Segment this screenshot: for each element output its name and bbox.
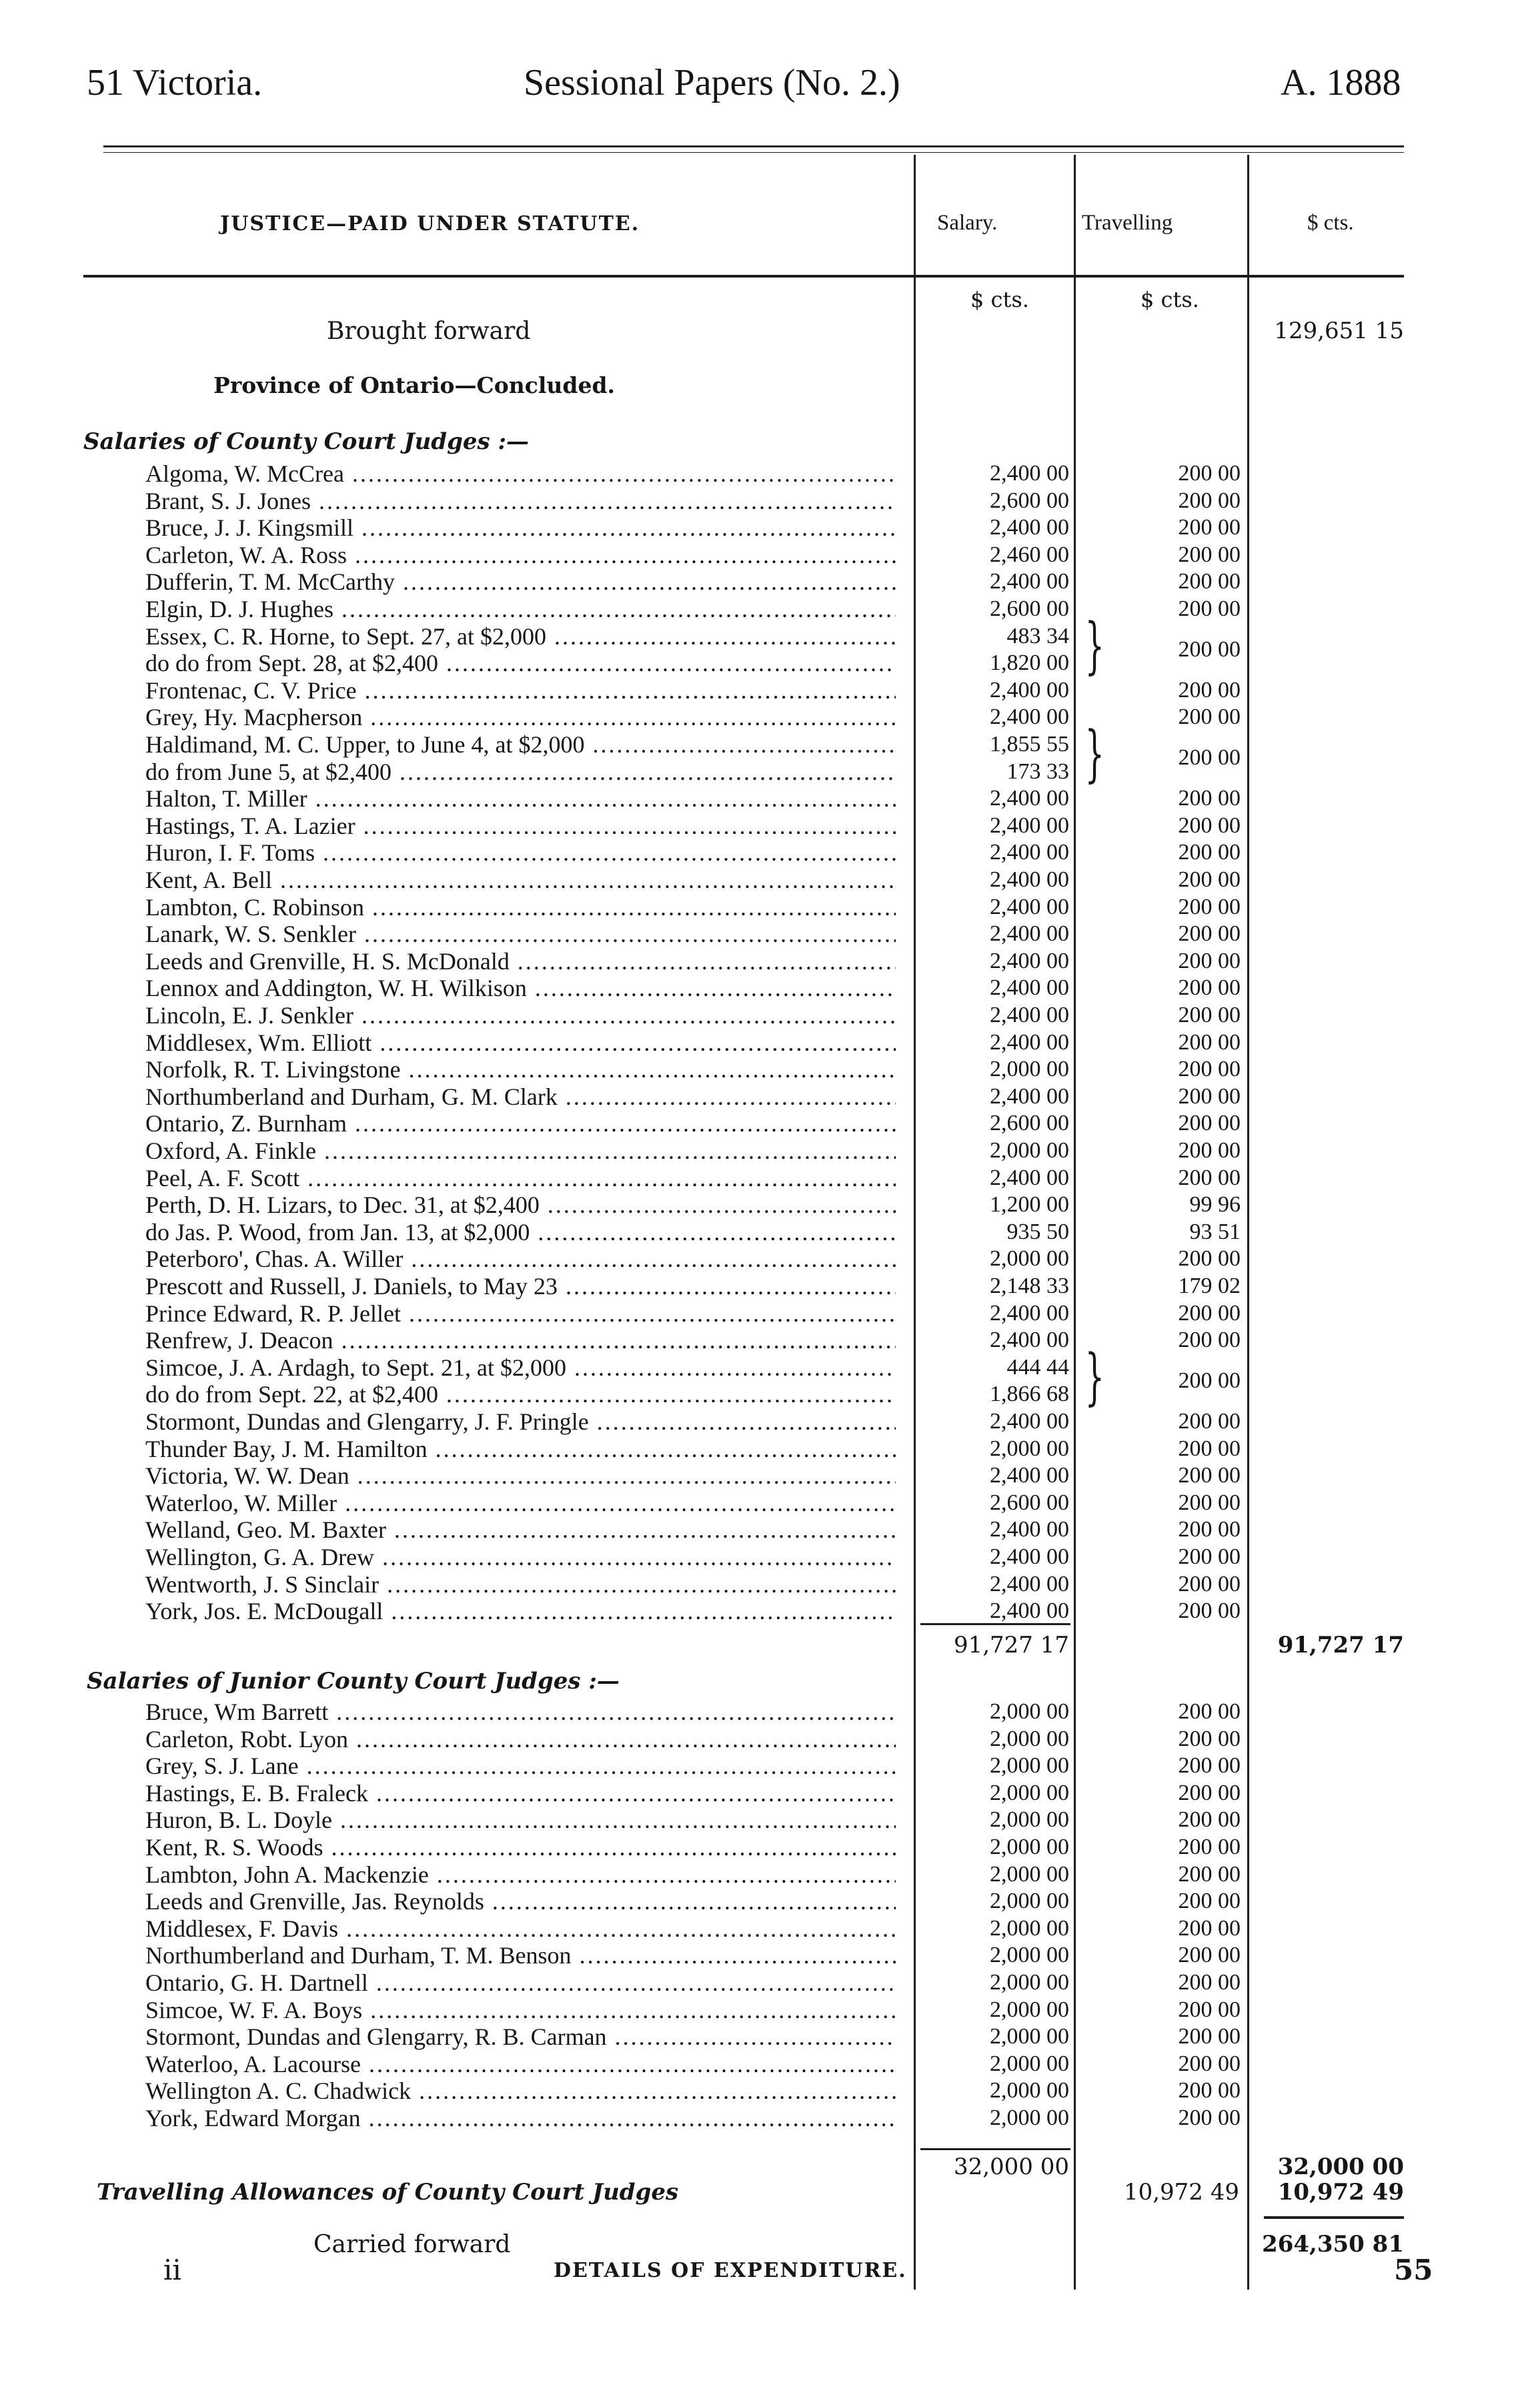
judge-name: Waterloo, W. Miller .....	[145, 1490, 896, 1516]
footer-page-numeral: ii	[163, 2254, 181, 2286]
table-row	[0, 568, 1540, 595]
table-row	[0, 1436, 1540, 1462]
table-row	[0, 1219, 1540, 1246]
judge-name: Lanark, W. S. Senkler .....	[145, 921, 896, 947]
table-row	[0, 731, 1540, 758]
judge-name: do do from Sept. 28, at $2,400 .....	[145, 650, 896, 676]
table-row	[0, 948, 1540, 975]
travelling-cell: 179 02	[1178, 1274, 1241, 1298]
salary-cell: 2,400 00	[990, 975, 1069, 1001]
table-row	[0, 2105, 1540, 2131]
salary-cell: 2,400 00	[990, 677, 1069, 702]
travelling-cell: 200 00	[1178, 813, 1241, 838]
judge-name: Welland, Geo. M. Baxter .....	[145, 1516, 896, 1543]
salary-heading: Salary.	[937, 211, 998, 235]
county-subtotal-total: 91,727 17	[1277, 1632, 1404, 1658]
table-row	[0, 2077, 1540, 2104]
travelling-cell: 200 00	[1178, 569, 1241, 594]
travelling-cell: 200 00	[1178, 1780, 1241, 1805]
salary-cell: 483 34	[1006, 623, 1069, 648]
table-row	[0, 1699, 1540, 1725]
travelling-cell: 200 00	[1178, 1057, 1241, 1082]
salary-cell: 2,000 00	[990, 1861, 1069, 1887]
table-row	[0, 1807, 1540, 1833]
judge-name: Waterloo, A. Lacourse .....	[145, 2051, 896, 2077]
table-row	[0, 1544, 1540, 1570]
salary-cell: 2,000 00	[990, 2105, 1069, 2130]
judge-name: Haldimand, M. C. Upper, to June 4, at $2,000 .....	[145, 731, 896, 758]
table-row	[0, 1726, 1540, 1753]
table-row	[0, 650, 1540, 676]
salary-cell: 444 44	[1006, 1354, 1069, 1380]
table-row	[0, 1753, 1540, 1779]
province-heading: Province of Ontario—Concluded.	[213, 372, 616, 398]
travelling-allowances-amount: 10,972 49	[1123, 2179, 1239, 2206]
judge-name: Carleton, Robt. Lyon .....	[145, 1726, 896, 1753]
judge-name: Huron, B. L. Doyle .....	[145, 1807, 896, 1833]
salary-cell: 2,000 00	[990, 1915, 1069, 1941]
table-row	[0, 1029, 1540, 1056]
table-row	[0, 488, 1540, 514]
salary-cell: 2,400 00	[990, 813, 1069, 838]
grouping-brace: }	[1084, 609, 1104, 681]
salary-cell: 2,400 00	[990, 894, 1069, 919]
travelling-cell: 99 96	[1189, 1192, 1241, 1218]
travelling-cell: 200 00	[1178, 1246, 1241, 1272]
table-row	[0, 1997, 1540, 2023]
salary-cell: 2,400 00	[990, 515, 1069, 540]
table-row	[0, 1490, 1540, 1516]
table-row	[0, 1327, 1540, 1354]
table-row	[0, 1462, 1540, 1489]
table-row	[0, 1354, 1540, 1381]
travelling-cell: 200 00	[1178, 1165, 1241, 1190]
travelling-cell: 200 00	[1178, 677, 1241, 702]
salary-cell: 2,400 00	[990, 569, 1069, 594]
judge-name: Norfolk, R. T. Livingstone .....	[145, 1056, 896, 1083]
salary-cell: 2,400 00	[990, 1463, 1069, 1488]
salary-cell: 2,400 00	[990, 1083, 1069, 1109]
judge-name: Grey, Hy. Macpherson .....	[145, 704, 896, 731]
travelling-cell: 200 00	[1178, 1943, 1241, 1968]
table-row	[0, 867, 1540, 893]
judge-name: Ontario, Z. Burnham .....	[145, 1110, 896, 1137]
salary-cell: 2,000 00	[990, 1835, 1069, 1859]
junior-subtotal-salary: 32,000 00	[953, 2154, 1069, 2180]
table-row	[0, 596, 1540, 622]
travelling-cell: 200 00	[1178, 1598, 1241, 1624]
salary-cell: 2,400 00	[990, 867, 1069, 892]
judge-name: Middlesex, Wm. Elliott .....	[145, 1029, 896, 1056]
salary-cell: 2,000 00	[990, 1138, 1069, 1163]
table-row	[0, 785, 1540, 812]
travelling-cell: 200 00	[1178, 840, 1241, 865]
travelling-heading: Travelling	[1082, 211, 1173, 235]
salary-cell: 2,400 00	[990, 1517, 1069, 1542]
top-rule-thin	[103, 152, 1404, 153]
travelling-cell: 200 00	[1178, 1571, 1241, 1596]
judge-name: Grey, S. J. Lane .....	[145, 1753, 896, 1779]
travelling-cell: 200 00	[1178, 1328, 1241, 1353]
table-row	[0, 1969, 1540, 1996]
salary-cell: 2,000 00	[990, 1753, 1069, 1779]
travelling-cell: 200 00	[1178, 1003, 1241, 1027]
travelling-cell: 200 00	[1178, 1861, 1241, 1887]
carried-forward-rule	[1264, 2216, 1404, 2219]
travelling-cell: 200 00	[1178, 1807, 1241, 1833]
table-row	[0, 1110, 1540, 1137]
judge-name: York, Jos. E. McDougall .....	[145, 1598, 896, 1624]
travelling-cell: 200 00	[1178, 596, 1241, 621]
judge-name: Essex, C. R. Horne, to Sept. 27, at $2,000 .....	[145, 623, 896, 650]
travelling-cell: 200 00	[1178, 461, 1241, 486]
table-row	[0, 1300, 1540, 1327]
judge-name: Bruce, Wm Barrett .....	[145, 1699, 896, 1725]
travelling-units: $ cts.	[1140, 287, 1199, 312]
table-row	[0, 1915, 1540, 1942]
county-subtotal-salary: 91,727 17	[953, 1632, 1069, 1658]
table-row	[0, 1002, 1540, 1029]
salary-cell: 2,000 00	[990, 1436, 1069, 1461]
judge-name: Carleton, W. A. Ross .....	[145, 542, 896, 568]
judge-name: Middlesex, F. Davis .....	[145, 1915, 896, 1942]
judge-name: Lambton, C. Robinson .....	[145, 894, 896, 921]
salary-cell: 2,600 00	[990, 596, 1069, 621]
table-row	[0, 1165, 1540, 1191]
grouping-brace: }	[1084, 718, 1104, 789]
table-row	[0, 1056, 1540, 1083]
judge-name: Prince Edward, R. P. Jellet .....	[145, 1300, 896, 1327]
travelling-cell: 200 00	[1178, 2078, 1241, 2103]
travelling-cell: 200 00	[1178, 515, 1241, 540]
salary-cell: 2,400 00	[990, 1328, 1069, 1353]
salary-cell: 2,400 00	[990, 1165, 1069, 1190]
judge-name: Kent, R. S. Woods .....	[145, 1834, 896, 1861]
salary-cell: 2,400 00	[990, 1029, 1069, 1055]
judge-name: Oxford, A. Finkle .....	[145, 1137, 896, 1164]
table-row	[0, 704, 1540, 731]
table-row	[0, 1861, 1540, 1888]
salary-cell: 2,000 00	[990, 1057, 1069, 1082]
junior-judges-heading: Salaries of Junior County Court Judges :—	[87, 1668, 620, 1695]
salary-cell: 2,400 00	[990, 948, 1069, 973]
table-row	[0, 514, 1540, 541]
salary-cell: 1,200 00	[990, 1192, 1069, 1218]
judge-name: Leeds and Grenville, H. S. McDonald .....	[145, 948, 896, 975]
table-row	[0, 1516, 1540, 1543]
carried-forward-total: 264,350 81	[1262, 2231, 1404, 2258]
judge-name: Frontenac, C. V. Price .....	[145, 677, 896, 704]
table-row	[0, 1273, 1540, 1300]
table-row	[0, 1888, 1540, 1915]
salary-cell: 2,148 33	[990, 1274, 1069, 1298]
salary-cell: 2,000 00	[990, 2078, 1069, 2103]
total-units-heading: $ cts.	[1307, 211, 1354, 235]
salary-cell: 2,000 00	[990, 1807, 1069, 1833]
travelling-cell: 200 00	[1178, 1726, 1241, 1751]
judge-name: Wellington A. C. Chadwick .....	[145, 2077, 896, 2104]
salary-cell: 2,400 00	[990, 1003, 1069, 1027]
header-left: 51 Victoria.	[87, 62, 263, 103]
judge-name: York, Edward Morgan .....	[145, 2105, 896, 2131]
table-row	[0, 460, 1540, 487]
salary-units: $ cts.	[970, 287, 1029, 312]
table-row	[0, 1137, 1540, 1164]
table-row	[0, 1381, 1540, 1408]
travelling-cell: 200 00	[1178, 1889, 1241, 1914]
travelling-cell: 200 00	[1178, 1111, 1241, 1136]
header-center: Sessional Papers (No. 2.)	[524, 62, 900, 103]
travelling-allowances-label: Travelling Allowances of County Court Judges	[97, 2179, 679, 2206]
table-row	[0, 1780, 1540, 1807]
brought-forward-label: Brought forward	[327, 318, 531, 345]
salary-cell: 2,400 00	[990, 704, 1069, 730]
travelling-cell: 200 00	[1178, 1083, 1241, 1109]
salary-cell: 2,000 00	[990, 2051, 1069, 2076]
salary-cell: 2,000 00	[990, 1699, 1069, 1724]
table-row	[0, 1942, 1540, 1969]
judge-name: Stormont, Dundas and Glengarry, R. B. Carman .....	[145, 2023, 896, 2050]
salary-cell: 2,000 00	[990, 1246, 1069, 1272]
junior-subtotal-total: 32,000 00	[1277, 2154, 1404, 2180]
judge-name: Ontario, G. H. Dartnell .....	[145, 1969, 896, 1996]
travelling-allowances-total: 10,972 49	[1277, 2179, 1404, 2206]
table-row	[0, 1408, 1540, 1435]
judge-name: Northumberland and Durham, G. M. Clark .....	[145, 1083, 896, 1110]
salary-cell: 2,000 00	[990, 1889, 1069, 1914]
table-row	[0, 2051, 1540, 2077]
table-row	[0, 677, 1540, 704]
judge-name: Prescott and Russell, J. Daniels, to May 23 .....	[145, 1273, 896, 1300]
travelling-cell: 200 00	[1178, 1835, 1241, 1859]
judge-name: Algoma, W. McCrea .....	[145, 460, 896, 487]
county-judges-heading: Salaries of County Court Judges :—	[83, 428, 530, 455]
salary-cell: 2,000 00	[990, 2024, 1069, 2049]
travelling-cell: 200 00	[1178, 2024, 1241, 2049]
salary-cell: 2,400 00	[990, 786, 1069, 811]
travelling-cell: 200 00	[1178, 975, 1241, 1001]
travelling-cell: 200 00	[1178, 1490, 1241, 1515]
judge-name: Northumberland and Durham, T. M. Benson .....	[145, 1942, 896, 1969]
judge-name: do do from Sept. 22, at $2,400 .....	[145, 1381, 896, 1408]
judge-name: Elgin, D. J. Hughes .....	[145, 596, 896, 622]
judge-name: do from June 5, at $2,400 .....	[145, 759, 896, 785]
judge-name: Hastings, E. B. Fraleck .....	[145, 1780, 896, 1807]
judge-name: Perth, D. H. Lizars, to Dec. 31, at $2,400 .....	[145, 1191, 896, 1218]
county-subtotal-rule	[920, 1623, 1070, 1625]
judge-name: Victoria, W. W. Dean .....	[145, 1462, 896, 1489]
carried-forward-label: Carried forward	[313, 2231, 511, 2258]
travelling-cell: 200 00	[1178, 1436, 1241, 1461]
table-row	[0, 1083, 1540, 1110]
judge-name: Simcoe, W. F. A. Boys .....	[145, 1997, 896, 2023]
salary-cell: 1,866 68	[990, 1382, 1069, 1407]
judge-name: Renfrew, J. Deacon .....	[145, 1327, 896, 1354]
travelling-cell: 200 00	[1178, 1753, 1241, 1779]
table-row	[0, 813, 1540, 839]
travelling-cell: 200 00	[1178, 488, 1241, 513]
judge-name: Huron, I. F. Toms .....	[145, 839, 896, 866]
salary-cell: 1,855 55	[990, 732, 1069, 757]
salary-cell: 173 33	[1006, 759, 1069, 784]
judge-name: Bruce, J. J. Kingsmill .....	[145, 514, 896, 541]
judge-name: Peel, A. F. Scott .....	[145, 1165, 896, 1191]
salary-cell: 2,000 00	[990, 1997, 1069, 2022]
travelling-cell: 200 00	[1178, 1368, 1241, 1393]
travelling-cell: 200 00	[1178, 542, 1241, 567]
judge-name: Brant, S. J. Jones .....	[145, 488, 896, 514]
travelling-cell: 200 00	[1178, 948, 1241, 973]
salary-cell: 2,000 00	[990, 1780, 1069, 1805]
travelling-cell: 200 00	[1178, 786, 1241, 811]
salary-cell: 1,820 00	[990, 650, 1069, 676]
judge-name: Simcoe, J. A. Ardagh, to Sept. 21, at $2,000 .....	[145, 1354, 896, 1381]
salary-cell: 2,400 00	[990, 921, 1069, 947]
salary-cell: 2,400 00	[990, 1571, 1069, 1596]
brought-forward-total: 129,651 15	[1274, 318, 1404, 344]
travelling-cell: 93 51	[1189, 1219, 1241, 1244]
salary-cell: 2,400 00	[990, 461, 1069, 486]
salary-cell: 2,400 00	[990, 840, 1069, 865]
judge-name: Lincoln, E. J. Senkler .....	[145, 1002, 896, 1029]
salary-cell: 2,000 00	[990, 1970, 1069, 1995]
table-row	[0, 1598, 1540, 1624]
travelling-cell: 200 00	[1178, 745, 1241, 770]
salary-cell: 2,400 00	[990, 1300, 1069, 1326]
salary-cell: 2,000 00	[990, 1726, 1069, 1751]
salary-cell: 935 50	[1006, 1219, 1069, 1244]
table-row	[0, 1191, 1540, 1218]
judge-name: Wellington, G. A. Drew .....	[145, 1544, 896, 1570]
table-row	[0, 1246, 1540, 1272]
table-row	[0, 839, 1540, 866]
salary-cell: 2,600 00	[990, 1490, 1069, 1515]
travelling-cell: 200 00	[1178, 1970, 1241, 1995]
salary-cell: 2,400 00	[990, 1598, 1069, 1624]
travelling-cell: 200 00	[1178, 1544, 1241, 1569]
table-row	[0, 921, 1540, 947]
table-row	[0, 1571, 1540, 1598]
table-row	[0, 975, 1540, 1001]
table-row	[0, 542, 1540, 568]
header-rule	[83, 275, 1404, 278]
travelling-cell: 200 00	[1178, 1699, 1241, 1724]
judge-name: Kent, A. Bell .....	[145, 867, 896, 893]
travelling-cell: 200 00	[1178, 1138, 1241, 1163]
junior-subtotal-rule	[920, 2148, 1070, 2150]
grouping-brace: }	[1084, 1340, 1104, 1412]
travelling-cell: 200 00	[1178, 921, 1241, 947]
table-row	[0, 623, 1540, 650]
travelling-cell: 200 00	[1178, 867, 1241, 892]
travelling-cell: 200 00	[1178, 1300, 1241, 1326]
table-title: JUSTICE—PAID UNDER STATUTE.	[220, 212, 640, 235]
judge-name: Thunder Bay, J. M. Hamilton .....	[145, 1436, 896, 1462]
travelling-cell: 200 00	[1178, 1463, 1241, 1488]
salary-cell: 2,600 00	[990, 488, 1069, 513]
judge-name: Lambton, John A. Mackenzie .....	[145, 1861, 896, 1888]
travelling-cell: 200 00	[1178, 1409, 1241, 1434]
footer-page-number: 55	[1394, 2254, 1433, 2286]
salary-cell: 2,400 00	[990, 1544, 1069, 1569]
table-row	[0, 894, 1540, 921]
salary-cell: 2,000 00	[990, 1943, 1069, 1968]
table-row	[0, 759, 1540, 785]
header-right: A. 1888	[1281, 62, 1401, 103]
travelling-cell: 200 00	[1178, 2105, 1241, 2130]
table-row	[0, 1834, 1540, 1861]
judge-name: Stormont, Dundas and Glengarry, J. F. Pringle .....	[145, 1408, 896, 1435]
top-rule	[103, 145, 1404, 147]
judge-name: Dufferin, T. M. McCarthy .....	[145, 568, 896, 595]
salary-cell: 2,460 00	[990, 542, 1069, 567]
travelling-cell: 200 00	[1178, 1029, 1241, 1055]
travelling-cell: 200 00	[1178, 894, 1241, 919]
judge-name: Leeds and Grenville, Jas. Reynolds .....	[145, 1888, 896, 1915]
judge-name: Wentworth, J. S Sinclair .....	[145, 1571, 896, 1598]
judge-name: Hastings, T. A. Lazier .....	[145, 813, 896, 839]
judge-name: Halton, T. Miller .....	[145, 785, 896, 812]
travelling-cell: 200 00	[1178, 2051, 1241, 2076]
travelling-cell: 200 00	[1178, 704, 1241, 730]
judge-name: Peterboro', Chas. A. Willer .....	[145, 1246, 896, 1272]
judge-name: Lennox and Addington, W. H. Wilkison .....	[145, 975, 896, 1001]
judge-name: do Jas. P. Wood, from Jan. 13, at $2,000 .....	[145, 1219, 896, 1246]
salary-cell: 2,400 00	[990, 1409, 1069, 1434]
table-row	[0, 2023, 1540, 2050]
travelling-cell: 200 00	[1178, 1997, 1241, 2022]
footer-title: DETAILS OF EXPENDITURE.	[554, 2259, 907, 2282]
travelling-cell: 200 00	[1178, 636, 1241, 662]
salary-cell: 2,600 00	[990, 1111, 1069, 1136]
travelling-cell: 200 00	[1178, 1517, 1241, 1542]
travelling-cell: 200 00	[1178, 1915, 1241, 1941]
